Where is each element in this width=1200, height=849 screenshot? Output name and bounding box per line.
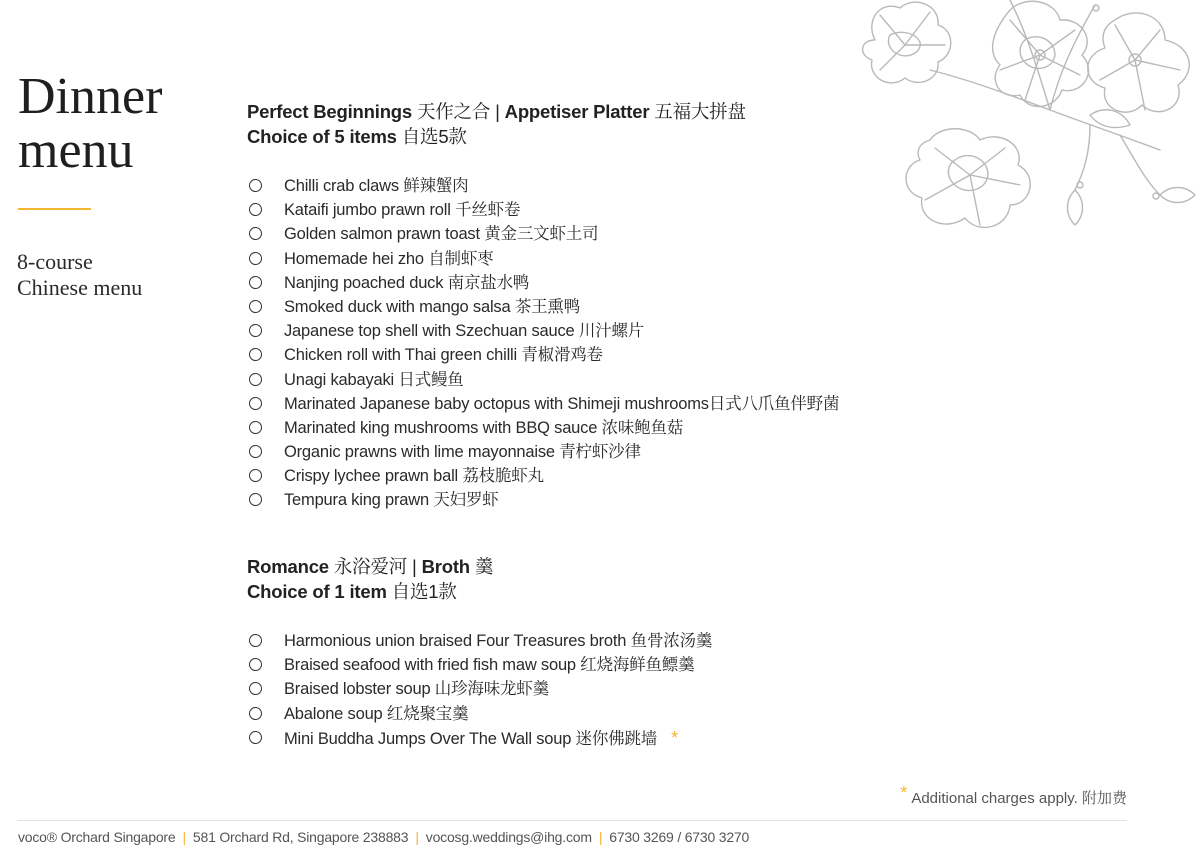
page-title-line2: menu <box>18 122 134 179</box>
menu-item-label: Japanese top shell with Szechuan sauce 川汁螺片 <box>284 322 645 341</box>
floral-illustration <box>860 0 1200 240</box>
menu-item-label: Crispy lychee prawn ball 荔枝脆虾丸 <box>284 467 544 486</box>
menu-item <box>247 488 746 512</box>
menu-item <box>247 343 746 367</box>
menu-item-label: Marinated Japanese baby octopus with Shimeji mushrooms日式八爪鱼伴野菌 <box>284 394 840 413</box>
item-radio[interactable] <box>249 276 262 289</box>
footer-separator: | <box>598 829 603 845</box>
item-radio[interactable] <box>249 731 262 744</box>
menu-item-label: Unagi kabayaki 日式鳗鱼 <box>284 370 464 389</box>
heading-separator: | <box>495 101 500 122</box>
heading-zh-sub: 羹 <box>474 556 494 577</box>
footer-phone: 6730 3269 / 6730 3270 <box>609 829 750 845</box>
item-radio[interactable] <box>249 682 262 695</box>
menu-item-label: Organic prawns with lime mayonnaise 青柠虾沙律 <box>284 443 641 462</box>
heading-en-sub: Broth <box>421 556 470 577</box>
menu-subtitle <box>17 249 142 301</box>
menu-item-label: Nanjing poached duck 南京盐水鸭 <box>284 273 530 292</box>
menu-item <box>247 416 746 440</box>
item-radio[interactable] <box>249 300 262 313</box>
menu-item <box>247 198 746 222</box>
footnote-star-icon: * <box>900 783 908 803</box>
item-radio[interactable] <box>249 227 262 240</box>
choice-en: Choice of 5 items <box>247 126 397 147</box>
menu-item-label: Abalone soup 红烧聚宝羹 <box>284 704 469 723</box>
menu-item <box>247 726 678 750</box>
item-radio[interactable] <box>249 397 262 410</box>
section-choice <box>247 579 493 604</box>
menu-item-label: Marinated king mushrooms with BBQ sauce 浓味鲍鱼菇 <box>284 418 684 437</box>
item-radio[interactable] <box>249 203 262 216</box>
footnote-text: Additional charges apply. 附加费 <box>911 790 1127 807</box>
menu-item-label: Tempura king prawn 天妇罗虾 <box>284 491 499 510</box>
menu-item-label: Kataifi jumbo prawn roll 千丝虾卷 <box>284 201 521 220</box>
item-radio[interactable] <box>249 493 262 506</box>
menu-item <box>247 677 549 701</box>
footer-venue: voco® Orchard Singapore <box>18 829 176 845</box>
heading-zh-sub: 五福大拼盘 <box>654 101 746 122</box>
item-radio[interactable] <box>249 634 262 647</box>
section-heading <box>247 99 746 124</box>
surcharge-star-icon: * <box>671 727 678 748</box>
menu-item <box>247 295 746 319</box>
accent-divider <box>18 208 91 210</box>
heading-zh: 天作之合 <box>416 101 491 122</box>
menu-item-label: Homemade hei zho 自制虾枣 <box>284 249 494 268</box>
heading-en: Romance <box>247 556 329 577</box>
heading-en: Perfect Beginnings <box>247 101 412 122</box>
footer-separator: | <box>415 829 419 845</box>
surcharge-footnote <box>900 783 1127 808</box>
section-appetiser <box>247 99 840 513</box>
menu-item-label: Braised seafood with fried fish maw soup 红烧海鲜鱼鳔羹 <box>284 656 695 675</box>
menu-item <box>247 319 746 343</box>
heading-zh: 永浴爱河 <box>333 556 408 577</box>
heading-separator: | <box>412 556 417 577</box>
choice-zh: 自选5款 <box>401 126 467 147</box>
subtitle-line2: Chinese menu <box>17 275 143 300</box>
menu-item <box>247 629 713 653</box>
menu-item <box>247 271 746 295</box>
menu-item <box>247 653 695 677</box>
menu-item <box>247 440 746 464</box>
item-radio[interactable] <box>249 445 262 458</box>
footer-contact <box>18 829 749 845</box>
heading-en-sub: Appetiser Platter <box>504 101 650 122</box>
menu-item-list <box>247 629 713 750</box>
item-radio[interactable] <box>249 707 262 720</box>
menu-item-label <box>284 726 678 751</box>
menu-item <box>247 174 746 198</box>
section-choice <box>247 124 746 149</box>
item-radio[interactable] <box>249 469 262 482</box>
menu-item <box>247 464 746 488</box>
menu-item-label: Chicken roll with Thai green chilli 青椒滑鸡卷 <box>284 346 603 365</box>
footer-address: 581 Orchard Rd, Singapore 238883 <box>192 829 409 845</box>
item-radio[interactable] <box>249 252 262 265</box>
menu-item-label: Braised lobster soup 山珍海味龙虾羹 <box>284 680 549 699</box>
menu-item <box>247 368 746 392</box>
footer-divider <box>17 820 1127 821</box>
section-broth <box>247 554 713 750</box>
menu-item-label: Golden salmon prawn toast 黄金三文虾土司 <box>284 225 599 244</box>
footer-email-link[interactable]: vocosg.weddings@ihg.com <box>425 829 592 845</box>
item-radio[interactable] <box>249 179 262 192</box>
menu-item-list <box>247 174 840 513</box>
menu-item-label: Harmonious union braised Four Treasures broth 鱼骨浓汤羹 <box>284 632 713 650</box>
menu-item-text: Mini Buddha Jumps Over The Wall soup 迷你佛跳墙 <box>284 729 658 748</box>
section-heading <box>247 554 493 579</box>
item-radio[interactable] <box>249 324 262 337</box>
menu-item <box>247 247 746 271</box>
item-radio[interactable] <box>249 421 262 434</box>
choice-en: Choice of 1 item <box>247 581 387 602</box>
menu-item-label: Smoked duck with mango salsa 茶王熏鸭 <box>284 297 581 316</box>
page-title-line1: Dinner <box>18 68 163 125</box>
menu-item <box>247 222 746 246</box>
page-title <box>18 70 162 178</box>
menu-item-label: Chilli crab claws 鲜辣蟹肉 <box>284 177 469 195</box>
footer-separator: | <box>182 829 186 845</box>
item-radio[interactable] <box>249 348 262 361</box>
menu-item <box>247 392 840 416</box>
subtitle-line1: 8-course <box>17 249 93 274</box>
choice-zh: 自选1款 <box>391 581 457 602</box>
item-radio[interactable] <box>249 373 262 386</box>
menu-item <box>247 702 493 726</box>
item-radio[interactable] <box>249 658 262 671</box>
